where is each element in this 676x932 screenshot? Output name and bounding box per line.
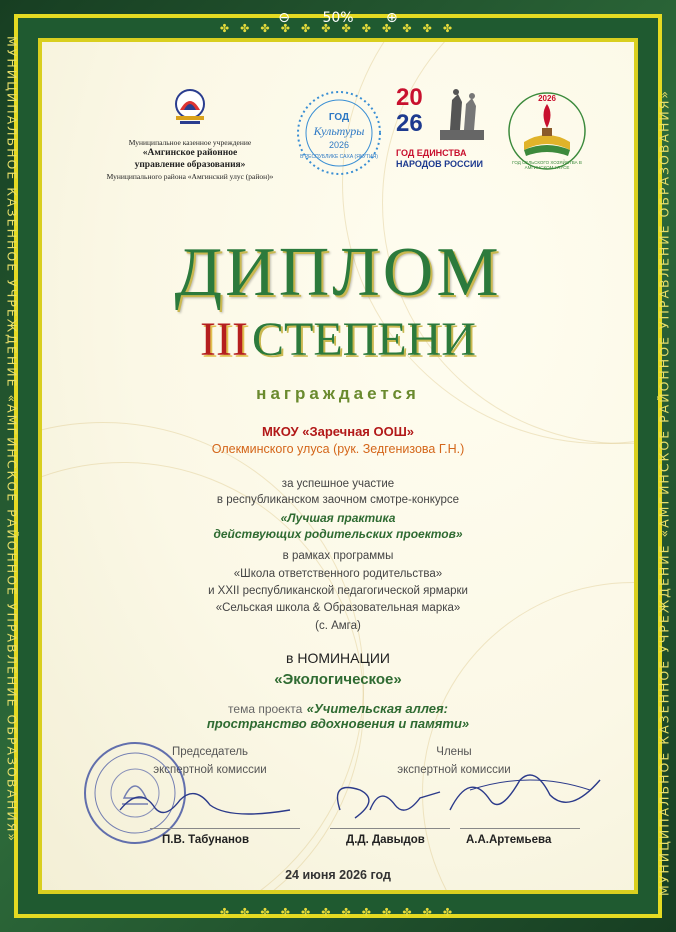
body-line-4: «Школа ответственного родительства»: [233, 568, 443, 580]
organization-block: [80, 86, 300, 181]
nomination-label: в НОМИНАЦИИ: [286, 650, 390, 666]
diploma-title: ДИПЛОМ: [174, 234, 502, 311]
nomination-value: «Экологическое»: [274, 671, 402, 688]
recipient-detail: Олекминского улуса (рук. Зедгенизова Г.Н.): [211, 442, 465, 456]
member1-name: Д.Д. Давыдов: [346, 834, 425, 846]
theme-label: тема проекта: [228, 702, 303, 716]
body-line-5: и XXII республиканской педагогической ярмарки: [208, 585, 468, 597]
unity-caption-1: ГОД ЕДИНСТВА: [396, 148, 467, 158]
theme-value-1: «Учительская аллея:: [306, 701, 448, 716]
bottom-ornament: ✤ ✤ ✤ ✤ ✤ ✤ ✤ ✤ ✤ ✤ ✤ ✤: [219, 907, 457, 919]
body-line-1: за успешное участие: [281, 478, 395, 490]
agri-logo-ring: ГОД СЕЛЬСКОГО ХОЗЯЙСТВА В АМГИНСКОМ УЛУСЕ: [512, 160, 582, 170]
zoom-level: 50%: [322, 10, 354, 26]
body-line-2: в республиканском заочном смотре-конкурсе: [216, 494, 460, 506]
diploma-degree: [0, 313, 676, 366]
org-line-2: «Амгинское районное: [142, 147, 238, 158]
degree-word: СТЕПЕНИ: [251, 313, 476, 366]
zoom-in-icon[interactable]: ⊕: [386, 10, 398, 26]
year-of-culture-logo: [294, 88, 384, 178]
awarded-label: награждается: [256, 384, 420, 403]
degree-roman: III: [200, 313, 248, 366]
border-text-right: МУНИЦИПАЛЬНОЕ КАЗЕННОЕ УЧРЕЖДЕНИЕ «АМГИНСКОЕ РАЙОННОЕ УПРАВЛЕНИЕ ОБРАЗОВАНИЯ»: [656, 88, 672, 896]
chair-signature-icon: [110, 780, 300, 830]
chair-name: П.В. Табунанов: [162, 834, 250, 846]
recipient-name: МКОУ «Заречная ООШ»: [261, 424, 415, 439]
members-label-1: Члены: [436, 746, 472, 758]
chair-label-1: Председатель: [171, 746, 249, 758]
member2-name: А.А.Артемьева: [466, 834, 552, 846]
year-of-agriculture-logo: [504, 88, 590, 174]
unity-caption-2: НАРОДОВ РОССИИ: [396, 159, 483, 169]
chair-label-2: экспертной комиссии: [153, 764, 267, 776]
agri-logo-year: 2026: [538, 94, 556, 103]
member1-signature-icon: [320, 770, 460, 830]
unity-year-b: 26: [396, 110, 423, 137]
culture-logo-year: 2026: [328, 140, 350, 150]
unity-year-a: 20: [396, 84, 423, 111]
members-label-2: экспертной комиссии: [397, 764, 511, 776]
culture-logo-script: Культуры: [313, 124, 365, 138]
culture-logo-ring: В РЕСПУБЛИКЕ САХА (ЯКУТИЯ): [300, 154, 378, 160]
contest-name-2: действующих родительских проектов»: [213, 527, 463, 541]
body-line-3: в рамках программы: [282, 550, 394, 562]
body-line-7: (с. Амга): [315, 620, 361, 632]
zoom-out-icon[interactable]: ⊖: [278, 10, 290, 26]
monument-icon: [432, 84, 490, 142]
theme-value-2: пространство вдохновения и памяти»: [206, 716, 470, 731]
org-emblem-icon: [164, 86, 216, 128]
org-line-1: Муниципальное казенное учреждение: [128, 138, 252, 148]
year-of-unity-logo: [396, 84, 492, 176]
org-line-4: Муниципального района «Амгинский улус (район)»: [106, 171, 274, 181]
culture-logo-top: ГОД: [328, 112, 350, 123]
top-ornament: ✤ ✤ ✤ ✤ ✤ ✤ ✤ ✤ ✤ ✤ ✤ ✤: [219, 23, 457, 35]
body-line-6: «Сельская школа & Образовательная марка»: [215, 602, 461, 614]
border-text-left: МУНИЦИПАЛЬНОЕ КАЗЕННОЕ УЧРЕЖДЕНИЕ «АМГИНСКОЕ РАЙОННОЕ УПРАВЛЕНИЕ ОБРАЗОВАНИЯ»: [4, 36, 20, 844]
contest-name-1: «Лучшая практика: [280, 511, 396, 525]
org-line-3: управление образования»: [134, 159, 246, 170]
member2-signature-icon: [440, 760, 610, 830]
diploma-date: 24 июня 2026 год: [285, 868, 391, 882]
